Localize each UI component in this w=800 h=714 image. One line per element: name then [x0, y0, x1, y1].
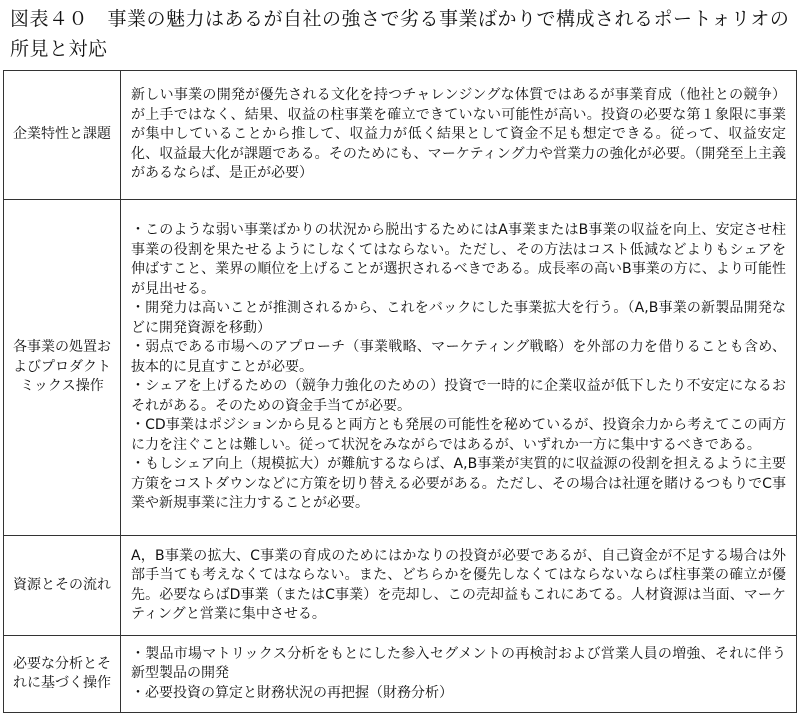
table-row [4, 536, 797, 636]
bullet-item: ・弱点である市場へのアプローチ（事業戦略、マーケティング戦略）を外部の力を借りることも含め、抜本的に見直すことが必要。 [131, 339, 786, 375]
row-text: A，B事業の拡大、C事業の育成のためにはかなりの投資が必要であるが、自己資金が不足する場合は外部手当ても考えなくてはならない。また、どちらかを優先しなくてはならないならば柱事業の確立が優先。必要ならばD事業（またはC事業）を売却し、この売却益もこれにあてる。人材資源は当面、マーケティングと営業に集中させる。 [121, 536, 797, 636]
row-label: 各事業の処置およびプロダクトミックス操作 [4, 200, 121, 536]
row-label: 必要な分析とそれに基づく操作 [4, 636, 121, 713]
table-row [4, 636, 797, 713]
bullet-item: ・必要投資の算定と財務状況の再把握（財務分析） [131, 684, 453, 701]
table-row [4, 71, 797, 200]
findings-table [3, 70, 797, 713]
table-row [4, 200, 797, 536]
bullet-item: ・CD事業はポジションから見ると両方とも発展の可能性を秘めているが、投資余力から考えてこの両方に力を注ぐことは難しい。従って状況をみながらではあるが、いずれか一方に集中するべきである。 [131, 417, 786, 453]
row-label: 企業特性と課題 [4, 71, 121, 200]
row-bullets [121, 200, 797, 536]
row-label: 資源とその流れ [4, 536, 121, 636]
bullet-item: ・このような弱い事業ばかりの状況から脱出するためにはA事業またはB事業の収益を向上、安定させ柱事業の役割を果たせるようにしなくてはならない。ただし、その方法はコスト低減などよりもシェアを伸ばすこと、業界の順位を上げることが選択されるべきである。成長率の高いB事業の方に、より可能性が見出せる。 [131, 222, 786, 297]
row-bullets [121, 636, 797, 713]
row-text: 新しい事業の開発が優先される文化を持つチャレンジングな体質ではあるが事業育成（他社との競争）が上手ではなく、結果、収益の柱事業を確立できていない可能性が高い。投資の必要な第１象限に事業が集中していることから推して、収益力が低く結果として資金不足も想定できる。従って、収益安定化、収益最大化が課題である。そのためにも、マーケティング力や営業力の強化が必要。（開発至上主義があるならば、是正が必要） [121, 71, 797, 200]
page-title: 図表４０ 事業の魅力はあるが自社の強さで劣る事業ばかりで構成されるポートォリオの所見と対応 [10, 8, 790, 60]
bullet-item: ・製品市場マトリックス分析をもとにした参入セグメントの再検討および営業人員の増強、それに伴う新型製品の開発 [131, 645, 786, 682]
bullet-item: ・もしシェア向上（規模拡大）が難航するならば、A,B事業が実質的に収益源の役割を担えるように主要方策をコストダウンなどに方策を切り替える必要がある。ただし、その場合は社運を賭けるつもりでC事業や新規事業に注力することが必要。 [131, 456, 786, 512]
bullet-item: ・シェアを上げるための（競争力強化のための）投資で一時的に企業収益が低下したり不安定になるおそれがある。そのための資金手当てが必要。 [131, 378, 786, 414]
bullet-item: ・開発力は高いことが推測されるから、これをバックにした事業拡大を行う。（A,B事業の新製品開発などに開発資源を移動） [131, 300, 786, 336]
